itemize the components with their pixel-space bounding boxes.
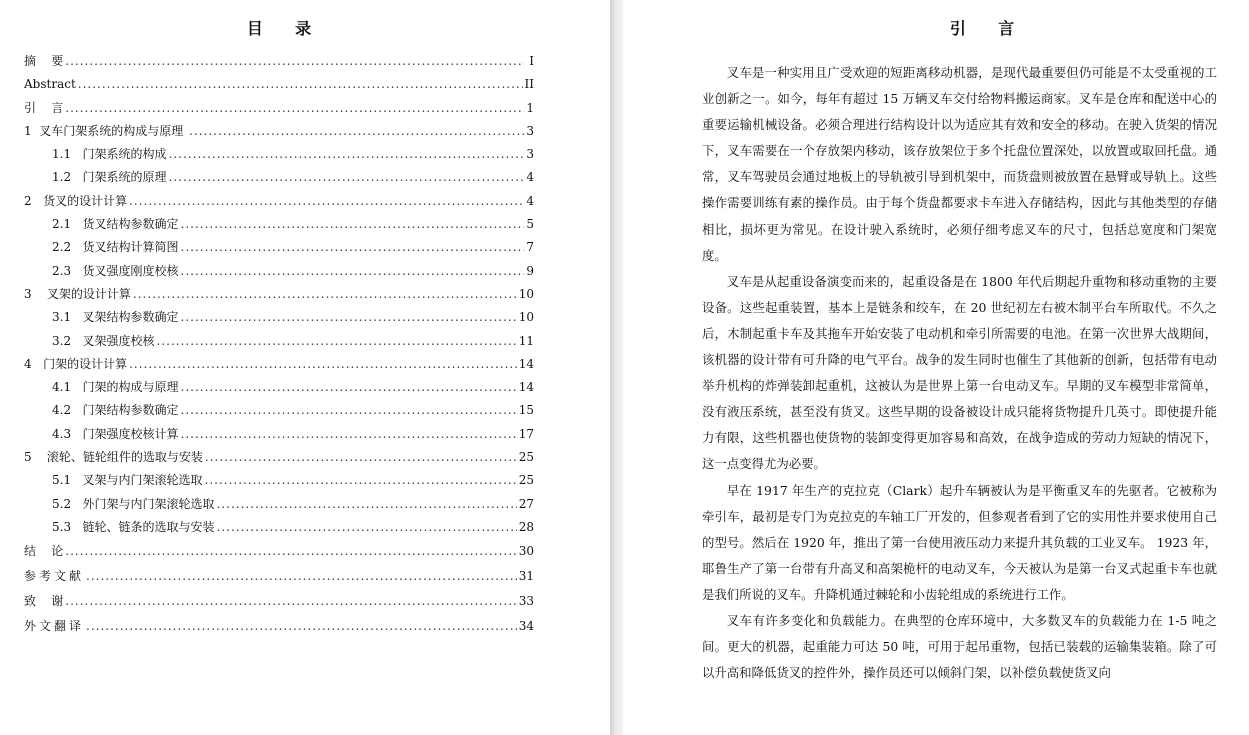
toc-entry[interactable] bbox=[24, 564, 534, 589]
toc-entry[interactable] bbox=[24, 469, 534, 492]
toc-entry-label: 2.1 货叉结构参数确定 bbox=[52, 217, 179, 232]
toc-entry-label: 致 谢 bbox=[24, 594, 64, 609]
toc-entry-page: 33 bbox=[518, 594, 534, 609]
toc-dot-leader bbox=[181, 236, 524, 259]
toc-entry-page: 10 bbox=[518, 286, 534, 301]
toc-entry[interactable] bbox=[24, 143, 534, 166]
toc-entry-page: 25 bbox=[518, 450, 534, 465]
toc-dot-leader bbox=[189, 120, 524, 143]
toc-dot-leader bbox=[181, 260, 524, 283]
toc-entry-label: 3.1 叉架结构参数确定 bbox=[52, 310, 179, 325]
toc-entry-label: 参考文献 bbox=[24, 569, 85, 584]
toc-dot-leader bbox=[65, 50, 524, 73]
toc-dot-leader bbox=[181, 213, 524, 236]
toc-dot-leader bbox=[65, 539, 516, 564]
toc-entry-label: 结 论 bbox=[24, 544, 64, 559]
toc-entry-page: 7 bbox=[526, 240, 534, 255]
page-gutter bbox=[610, 0, 623, 735]
toc-dot-leader bbox=[169, 143, 524, 166]
toc-entry-page: 4 bbox=[526, 193, 534, 208]
toc-entry[interactable] bbox=[24, 493, 534, 516]
toc-entry[interactable] bbox=[24, 376, 534, 399]
toc-entry[interactable] bbox=[24, 399, 534, 422]
toc-entry[interactable] bbox=[24, 539, 534, 564]
toc-entry-label: 5 滚轮、链轮组件的选取与安装 bbox=[24, 450, 203, 465]
intro-title: 引 言 bbox=[949, 19, 1017, 38]
toc-dot-leader bbox=[133, 283, 517, 306]
toc-entry[interactable] bbox=[24, 516, 534, 539]
toc-entry-label: 5.1 叉架与内门架滚轮选取 bbox=[52, 473, 203, 488]
toc-dot-leader bbox=[129, 353, 517, 376]
toc-entry-page: 9 bbox=[526, 263, 534, 278]
intro-paragraph: 叉车有许多变化和负载能力。在典型的仓库环境中，大多数叉车的负载能力在 1-5 吨之间。更大的机器，起重能力可达 50 吨，可用于起吊重物，包括已装载的运输集装箱。除了可以升高和降低货叉的控件外，操作员还可以倾斜门架，以补偿负载使货叉向 bbox=[702, 612, 1217, 681]
toc-entry-page: 14 bbox=[518, 380, 534, 395]
toc-entry[interactable] bbox=[24, 353, 534, 376]
toc-entry-label: 5.2 外门架与内门架滚轮选取 bbox=[52, 496, 215, 511]
toc-entry-page: 4 bbox=[526, 170, 534, 185]
toc-entry-label: 3 叉架的设计计算 bbox=[24, 286, 131, 301]
toc-dot-leader bbox=[205, 469, 517, 492]
toc-entry[interactable] bbox=[24, 260, 534, 283]
toc-dot-leader bbox=[181, 376, 517, 399]
toc-entry[interactable] bbox=[24, 330, 534, 353]
toc-entry-page: II bbox=[524, 77, 534, 92]
toc-entry[interactable] bbox=[24, 589, 534, 614]
toc-entry-label: 摘 要 bbox=[24, 54, 64, 68]
toc-entry-label: 1.2 门架系统的原理 bbox=[52, 170, 167, 185]
toc-entry-page: 3 bbox=[526, 123, 534, 138]
toc-entry[interactable] bbox=[24, 120, 534, 143]
toc-dot-leader bbox=[129, 190, 524, 213]
toc-entry-page: 25 bbox=[518, 473, 534, 488]
toc-entry-page: 27 bbox=[518, 496, 534, 511]
toc-dot-leader bbox=[181, 306, 517, 329]
toc-entry-label: 2.3 货叉强度刚度校核 bbox=[52, 263, 179, 278]
toc-title: 目 录 bbox=[246, 19, 314, 38]
toc-entry-label: 外文翻译 bbox=[24, 619, 85, 634]
toc-entry-page: 17 bbox=[518, 426, 534, 441]
toc-entry-page: 14 bbox=[518, 356, 534, 371]
toc-entry[interactable] bbox=[24, 423, 534, 446]
toc-dot-leader bbox=[169, 166, 524, 189]
toc-entry[interactable] bbox=[24, 446, 534, 469]
toc-entry[interactable] bbox=[24, 306, 534, 329]
toc-dot-leader bbox=[217, 516, 517, 539]
toc-entry-label: 1.1 门架系统的构成 bbox=[52, 147, 167, 162]
toc-entry-label: Abstract bbox=[24, 77, 76, 92]
toc-entry[interactable] bbox=[24, 190, 534, 213]
toc-entry-page: 1 bbox=[526, 100, 534, 115]
toc-entry-page: 5 bbox=[526, 217, 534, 232]
toc-entry-label: 引 言 bbox=[24, 100, 64, 115]
toc-entry-label: 4.2 门架结构参数确定 bbox=[52, 403, 179, 418]
toc-list bbox=[24, 50, 534, 639]
toc-entry-label: 4.3 门架强度校核计算 bbox=[52, 426, 179, 441]
toc-entry-label: 3.2 叉架强度校核 bbox=[52, 333, 155, 348]
toc-entry-page: 3 bbox=[526, 147, 534, 162]
toc-entry[interactable] bbox=[24, 236, 534, 259]
toc-entry-page: 30 bbox=[518, 544, 534, 559]
toc-entry[interactable] bbox=[24, 73, 534, 96]
intro-paragraph: 叉车是从起重设备演变而来的，起重设备是在 1800 年代后期起升重物和移动重物的主要设备。这些起重装置，基本上是链条和绞车，在 20 世纪初左右被木制平台车所取代。不久之后，木制起重卡车及其拖车开始安装了电动机和牵引所需要的电池。在第一次世界大战期间，该机器的设计带有可升降的电气平台。战争的发生同时也催生了其他新的创新，包括带有电动举升机构的炸弹装卸起重机，这被认为是世界上第一台电动叉车。早期的叉车模型非常简单，没有液压系统，甚至没有货叉。这些早期的设备被设计成只能将货物提升几英寸。即使提升能力有限，这些机器也使货物的装卸变得更加容易和高效，在战争造成的劳动力短缺的情况下，这一点变得尤为必要。 bbox=[702, 273, 1217, 472]
toc-entry-label: 4.1 门架的构成与原理 bbox=[52, 380, 179, 395]
toc-entry[interactable] bbox=[24, 213, 534, 236]
toc-dot-leader bbox=[217, 493, 517, 516]
intro-body bbox=[702, 60, 1217, 686]
toc-entry-page: I bbox=[529, 54, 534, 68]
toc-entry[interactable] bbox=[24, 614, 534, 639]
toc-entry-label: 1 叉车门架系统的构成与原理 bbox=[24, 123, 188, 138]
toc-entry-label: 2.2 货叉结构计算简图 bbox=[52, 240, 179, 255]
toc-dot-leader bbox=[78, 73, 523, 96]
toc-entry-page: 11 bbox=[518, 333, 534, 348]
toc-dot-leader bbox=[181, 423, 517, 446]
toc-entry-label: 2 货叉的设计计算 bbox=[24, 193, 128, 208]
toc-dot-leader bbox=[86, 614, 517, 639]
toc-entry[interactable] bbox=[24, 166, 534, 189]
toc-dot-leader bbox=[181, 399, 517, 422]
toc-entry-label: 4 门架的设计计算 bbox=[24, 356, 128, 371]
toc-page bbox=[0, 0, 610, 735]
toc-dot-leader bbox=[65, 589, 516, 614]
toc-entry-page: 34 bbox=[518, 619, 534, 634]
toc-dot-leader bbox=[65, 97, 524, 120]
toc-entry-page: 10 bbox=[518, 310, 534, 325]
intro-paragraph: 叉车是一种实用且广受欢迎的短距离移动机器，是现代最重要但仍可能是不太受重视的工业创新之一。如今，每年有超过 15 万辆叉车交付给物料搬运商家。叉车是仓库和配送中心的重要运输机械设备。必须合理进行结构设计以为适应其有效和安全的移动。在驶入货架的情况下，叉车需要在一个存放架内移动，该存放架位于多个托盘位置深处，以放置或取回托盘。通常，叉车驾驶员会通过地板上的导轨被引导到机架中，而货盘则被放置在悬臂或导轨上。这些操作需要训练有素的操作员。由于每个货盘都要求卡车进入存储结构，因此与其他类型的存储相比，损坏更为常见。在设计驶入系统时，必须仔细考虑叉车的尺寸，包括总宽度和门架宽度。 bbox=[702, 65, 1217, 263]
toc-entry[interactable] bbox=[24, 283, 534, 306]
toc-entry-label: 5.3 链轮、链条的选取与安装 bbox=[52, 519, 215, 534]
toc-entry-page: 31 bbox=[518, 569, 534, 584]
intro-paragraph: 早在 1917 年生产的克拉克（Clark）起升车辆被认为是平衡重叉车的先驱者。它被称为牵引车，最初是专门为克拉克的车轴工厂开发的，但参观者看到了它的实用性并要求使用自己的型号。然后在 1920 年，推出了第一台使用液压动力来提升其负载的工业叉车。 1923 年，耶鲁生产了第一台带有升高叉和高架桅杆的电动叉车，今天被认为是第一台叉式起重卡车也就是我们所说的叉车。升降机通过棘轮和小齿轮组成的系统进行工作。 bbox=[702, 482, 1217, 602]
toc-dot-leader bbox=[157, 330, 517, 353]
toc-entry-page: 15 bbox=[518, 403, 534, 418]
toc-entry-page: 28 bbox=[518, 519, 534, 534]
toc-dot-leader bbox=[205, 446, 517, 469]
toc-dot-leader bbox=[86, 564, 517, 589]
toc-entry[interactable] bbox=[24, 97, 534, 120]
toc-entry[interactable] bbox=[24, 50, 534, 73]
